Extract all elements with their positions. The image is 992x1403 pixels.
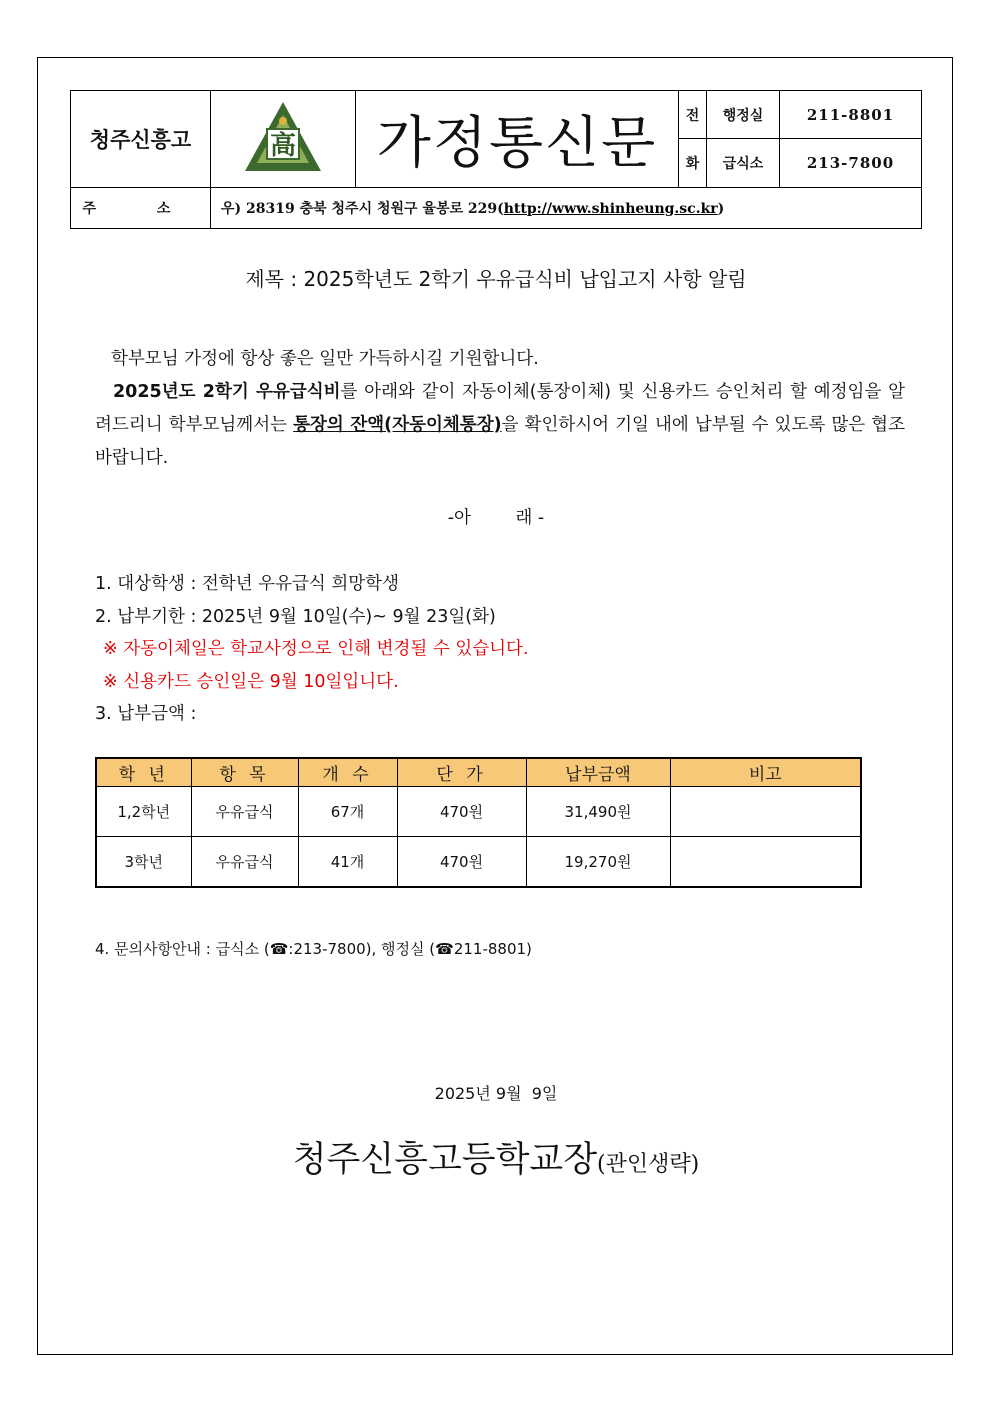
school-emblem — [211, 91, 356, 188]
phone-icon: ☎ — [269, 940, 289, 958]
school-emblem-icon — [243, 99, 323, 175]
inquiry-prefix: 4. 문의사항안내 : 급식소 ( — [95, 940, 270, 958]
cell-item: 우유급식 — [191, 837, 298, 888]
address-label: 주 소 — [71, 187, 211, 228]
principal-signature — [0, 1132, 992, 1182]
autopay-note: ※ 자동이체일은 학교사정으로 인해 변경될 수 있습니다. — [103, 639, 529, 659]
phone-icon: ☎ — [435, 940, 454, 958]
tel-char-bottom: 화 — [679, 139, 707, 187]
header-item: 항 목 — [191, 758, 298, 787]
issue-date: 2025년 9월 9일 — [434, 1084, 558, 1103]
header-amount: 납부금액 — [526, 758, 670, 787]
notice-title: 제목 : 2025학년도 2학기 우유급식비 납입고지 사항 알림 — [245, 267, 747, 291]
phone-label-admin: 행정실 — [707, 91, 780, 139]
newsletter-title: 가정통신문 — [356, 91, 679, 188]
cell-grade: 3학년 — [96, 837, 191, 888]
header-remarks: 비고 — [670, 758, 861, 787]
body-text-2: 을 확인하시어 기일 내에 납부될 수 있도록 많은 협조 바랍니다. — [95, 415, 905, 468]
signature-name: 청주신흥고등학교장 — [292, 1140, 598, 1180]
cell-count: 67개 — [298, 787, 397, 837]
address — [211, 187, 922, 228]
greeting: 학부모님 가정에 항상 좋은 일만 가득하시길 기원합니다. — [111, 349, 539, 369]
payment-period: 2. 납부기한 : 2025년 9월 10일(수)~ 9월 23일(화) — [95, 606, 496, 627]
cell-remarks — [670, 787, 861, 837]
fee-table — [95, 757, 862, 888]
cell-amount: 19,270원 — [526, 837, 670, 888]
table-row — [96, 787, 861, 837]
header-count: 개 수 — [298, 758, 397, 787]
cell-unit-price: 470원 — [397, 787, 526, 837]
svg-text:高: 高 — [269, 130, 297, 161]
header-grade: 학 년 — [96, 758, 191, 787]
fee-table-header — [96, 758, 861, 787]
below-heading: -아 래 - — [447, 508, 545, 528]
card-note: ※ 신용카드 승인일은 9월 10일입니다. — [103, 671, 399, 692]
address-suffix: ) — [717, 200, 725, 217]
details-list — [95, 568, 529, 731]
body-bold: 2025년도 2학기 우유급식비 — [113, 382, 341, 402]
header-unit-price: 단 가 — [397, 758, 526, 787]
cell-remarks — [670, 837, 861, 888]
cell-item: 우유급식 — [191, 787, 298, 837]
table-row — [96, 837, 861, 888]
phone-number-cafeteria: 213-7800 — [780, 139, 922, 187]
inquiry-info — [95, 938, 532, 959]
cell-grade: 1,2학년 — [96, 787, 191, 837]
newsletter-header — [70, 90, 922, 229]
cell-amount: 31,490원 — [526, 787, 670, 837]
body-underline: 통장의 잔액(자동이체통장) — [293, 415, 502, 435]
cell-unit-price: 470원 — [397, 837, 526, 888]
school-website-link[interactable]: http://www.shinheung.sc.kr — [503, 200, 718, 217]
signature-note: (관인생략) — [597, 1152, 700, 1177]
inquiry-phone-2: 211-8801) — [453, 940, 532, 958]
body-paragraph — [95, 376, 905, 475]
phone-number-admin: 211-8801 — [780, 91, 922, 139]
phone-label-cafeteria: 급식소 — [707, 139, 780, 187]
cell-count: 41개 — [298, 837, 397, 888]
school-short-name: 청주신흥고 — [71, 91, 211, 188]
address-prefix: 우) 28319 충북 청주시 청원구 율봉로 229( — [221, 200, 504, 217]
tel-char-top: 전 — [679, 91, 707, 139]
inquiry-phone-1: :213-7800), 행정실 ( — [288, 940, 436, 958]
payment-amount-label: 3. 납부금액 : — [95, 704, 197, 724]
body-text-1: 를 아래와 같이 자동이체(통장이체) 및 신용카드 승인처리 할 예정임을 알려드리니 학부모님께서는 — [95, 382, 905, 435]
target-students: 1. 대상학생 : 전학년 우유급식 희망학생 — [95, 574, 399, 594]
